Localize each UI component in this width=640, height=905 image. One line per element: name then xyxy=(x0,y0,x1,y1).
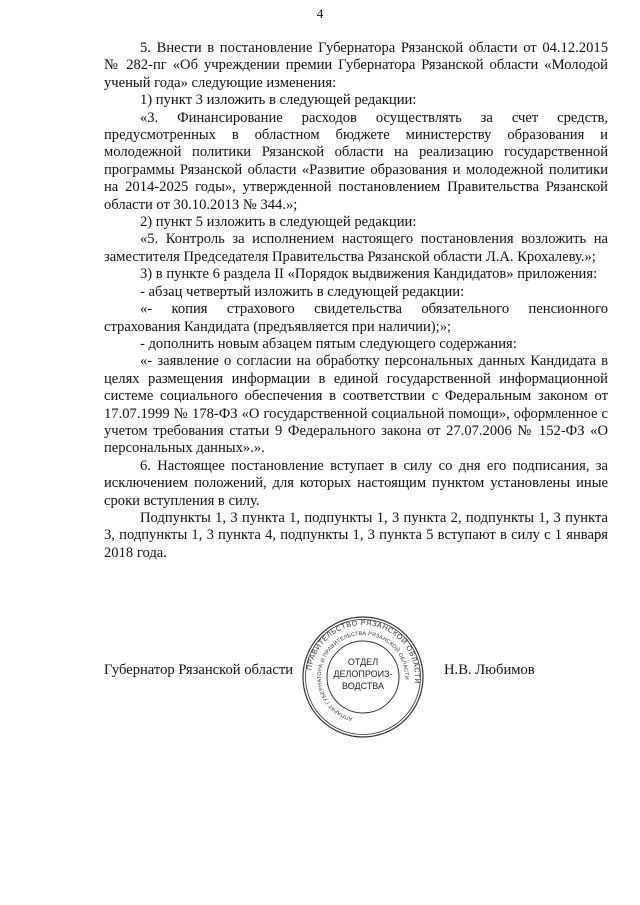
stamp-center-label xyxy=(328,656,398,692)
official-stamp xyxy=(300,614,426,740)
paragraph-item-5: 5. Внести в постановление Губернатора Рязанской области от 04.12.2015 № 282-пг «Об учреждении премии Губернатора Рязанской области «Молодой ученый года» следующие изменения: xyxy=(104,40,608,91)
paragraph-quote-control: «5. Контроль за исполнением настоящего постановления возложить на заместителя Председателя Правительства Рязанской области Л.А. Крохалеву.»; xyxy=(104,231,608,265)
paragraph-quote-financing: «3. Финансирование расходов осуществлять за счет средств, предусмотренных в областном бюджете министерству образования и молодежной политики Рязанской области на реализацию государственной программы Рязанской области «Развитие образования и молодежной политики на 2014-2025 годы», утвержденной постановлением Правительства Рязанской области от 30.10.2013 № 344.»; xyxy=(104,109,608,213)
stamp-outer-text: ПРАВИТЕЛЬСТВО РЯЗАНСКОЙ ОБЛАСТИ xyxy=(304,617,423,685)
paragraph-item-6: 6. Настоящее постановление вступает в силу со дня его подписания, за исключением положений, для которых настоящим пунктом установлены иные сроки вступления в силу. xyxy=(104,457,608,509)
stamp-center-line: ДЕЛОПРОИЗ- xyxy=(333,669,393,679)
paragraph-subitem-3: 3) в пункте 6 раздела II «Порядок выдвижения Кандидатов» приложения: xyxy=(140,266,598,283)
paragraph-abzac-5: - дополнить новым абзацем пятым следующего содержания: xyxy=(140,335,517,352)
signatory-title: Губернатор Рязанской области xyxy=(104,662,294,678)
paragraph-quote-insurance: «- копия страхового свидетельства обязательного пенсионного страхования Кандидата (предъявляется при наличии);»; xyxy=(104,301,608,335)
paragraph-abzac-4: - абзац четвертый изложить в следующей редакции: xyxy=(140,283,465,300)
paragraph-effective-date: Подпункты 1, 3 пункта 1, подпункты 1, 3 пункта 2, подпункты 1, 3 пункта 3, подпункты 1, 3 пункта 4, подпункты 1, 3 пункта 5 вступают в силу с 1 января 2018 года. xyxy=(104,509,608,561)
paragraph-subitem-2: 2) пункт 5 изложить в следующей редакции: xyxy=(140,214,417,231)
stamp-inner-text: АППАРАТ ГУБЕРНАТОРА И ПРАВИТЕЛЬСТВА РЯЗАНСКОЙ ОБЛАСТИ xyxy=(316,630,410,722)
signatory-name: Н.В. Любимов xyxy=(444,662,535,678)
document-body xyxy=(104,40,608,562)
stamp-center-line: ОТДЕЛ xyxy=(347,657,379,667)
paragraph-quote-consent: «- заявление о согласии на обработку персональных данных Кандидата в целях размещения информации в единой государственной информационной системе социального обеспечения в соответствии с Федеральным законом от 17.07.1999 № 178-ФЗ «О государственной социальной помощи», оформленное с учетом требования статьи 9 Федерального закона от 27.07.2006 № 152-ФЗ «О персональных данных».». xyxy=(104,353,608,457)
paragraph-subitem-1: 1) пункт 3 изложить в следующей редакции: xyxy=(140,92,417,109)
stamp-center-line: ВОДСТВА xyxy=(341,681,384,691)
page-number: 4 xyxy=(316,6,324,21)
